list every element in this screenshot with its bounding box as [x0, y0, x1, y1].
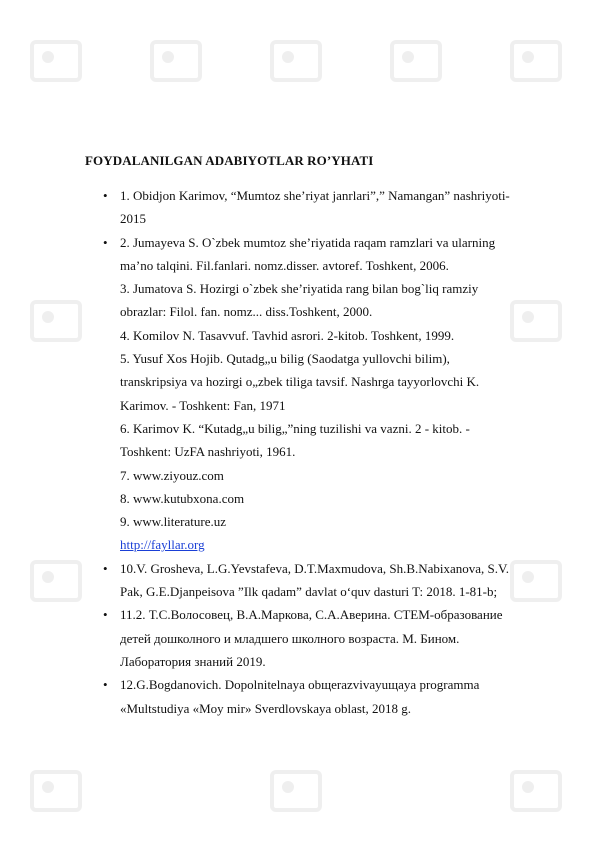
reference-item [0, 464, 595, 487]
reference-line: 8. www.kutubxona.com [120, 490, 245, 506]
reference-line: 9. www.literature.uz [120, 514, 227, 530]
bullet-icon: • [103, 188, 108, 203]
image-watermark-icon [150, 40, 202, 82]
reference-line: Лаборатория знаний 2019. [120, 653, 266, 669]
reference-line: Toshkent: UzFA nashriyoti, 1961. [120, 444, 296, 460]
bullet-icon: • [103, 234, 108, 250]
reference-line: 7. www.ziyouz.com [120, 467, 224, 483]
reference-line: 3. Jumatova S. Hozirgi o`zbek she’riyatida rang bilan bog`liq ramziy [120, 281, 479, 297]
reference-line: 11.2. Т.С.Волосовец, В.А.Маркова, С.А.Аверина. СТЕМ-образование [120, 607, 503, 623]
reference-item [0, 231, 595, 278]
reference-line: 1. Obidjon Karimov, “Mumtoz she’riyat janrlari”,” Namangan” nashriyoti- [120, 188, 510, 203]
bullet-icon: • [103, 560, 108, 576]
reference-line: «Multstudiya «Moy mir» Sverdlovskaya oblast, 2018 g. [120, 700, 412, 716]
reference-line: детей дошколного и младшего школного возраста. М. Бином. [120, 630, 460, 646]
reference-line: 4. Komilov N. Tasavvuf. Tavhid asrori. 2-kitob. Toshkent, 1999. [120, 327, 455, 343]
image-watermark-icon [510, 770, 562, 812]
reference-line: 2. Jumayeva S. O`zbek mumtoz she’riyatida raqam ramzlari va ularning [120, 234, 496, 250]
reference-line: 2015 [120, 211, 146, 227]
reference-item [0, 277, 595, 324]
reference-item [0, 533, 595, 556]
bullet-icon: • [103, 607, 108, 623]
reference-item [0, 417, 595, 464]
reference-line: 5. Yusuf Xos Hojib. Qutadg„u bilig (Saodatga yullovchi bilim), [120, 351, 450, 367]
reference-item [0, 673, 595, 720]
reference-line: Pak, G.E.Djanpeisova ”Ilk qadam” davlat o‘quv dasturi T: 2018. 1-81-b; [120, 584, 498, 600]
image-watermark-icon [270, 770, 322, 812]
reference-line [120, 533, 547, 556]
reference-line: 10.V. Grosheva, L.G.Yevstafeva, D.T.Maxmudova, Sh.B.Nabixanova, S.V. [120, 560, 510, 576]
reference-link[interactable]: http://fayllar.org [120, 537, 205, 553]
page-title: FOYDALANILGAN ADABIYOTLAR RO’YHATI [85, 153, 374, 168]
reference-item [0, 347, 595, 417]
reference-line: ma’no talqini. Fil.fanlari. nomz.disser. avtoref. Toshkent, 2006. [120, 257, 449, 273]
reference-line: transkripsiya va hozirgi o„zbek tiliga tavsif. Nashrga tayyorlovchi K. [120, 374, 480, 390]
reference-item [0, 487, 595, 510]
reference-line: 6. Karimov K. “Kutadg„u bilig„”ning tuzilishi va vazni. 2 - kitob. - [120, 420, 470, 436]
image-watermark-icon [30, 770, 82, 812]
reference-list [0, 184, 595, 720]
bullet-icon: • [103, 677, 108, 693]
reference-item [0, 603, 595, 673]
reference-item [0, 557, 595, 604]
reference-line: obrazlar: Filol. fan. nomz... diss.Toshkent, 2000. [120, 304, 373, 320]
image-watermark-icon [390, 40, 442, 82]
reference-item [0, 510, 595, 533]
image-watermark-icon [270, 40, 322, 82]
image-watermark-icon [510, 40, 562, 82]
reference-item [0, 324, 595, 347]
reference-line: Karimov. - Toshkent: Fan, 1971 [120, 397, 286, 413]
reference-line: 12.G.Bogdanovich. Dopolnitelnaya obщerazvivayuщaya programma [120, 677, 480, 693]
image-watermark-icon [30, 40, 82, 82]
reference-item [0, 184, 595, 231]
